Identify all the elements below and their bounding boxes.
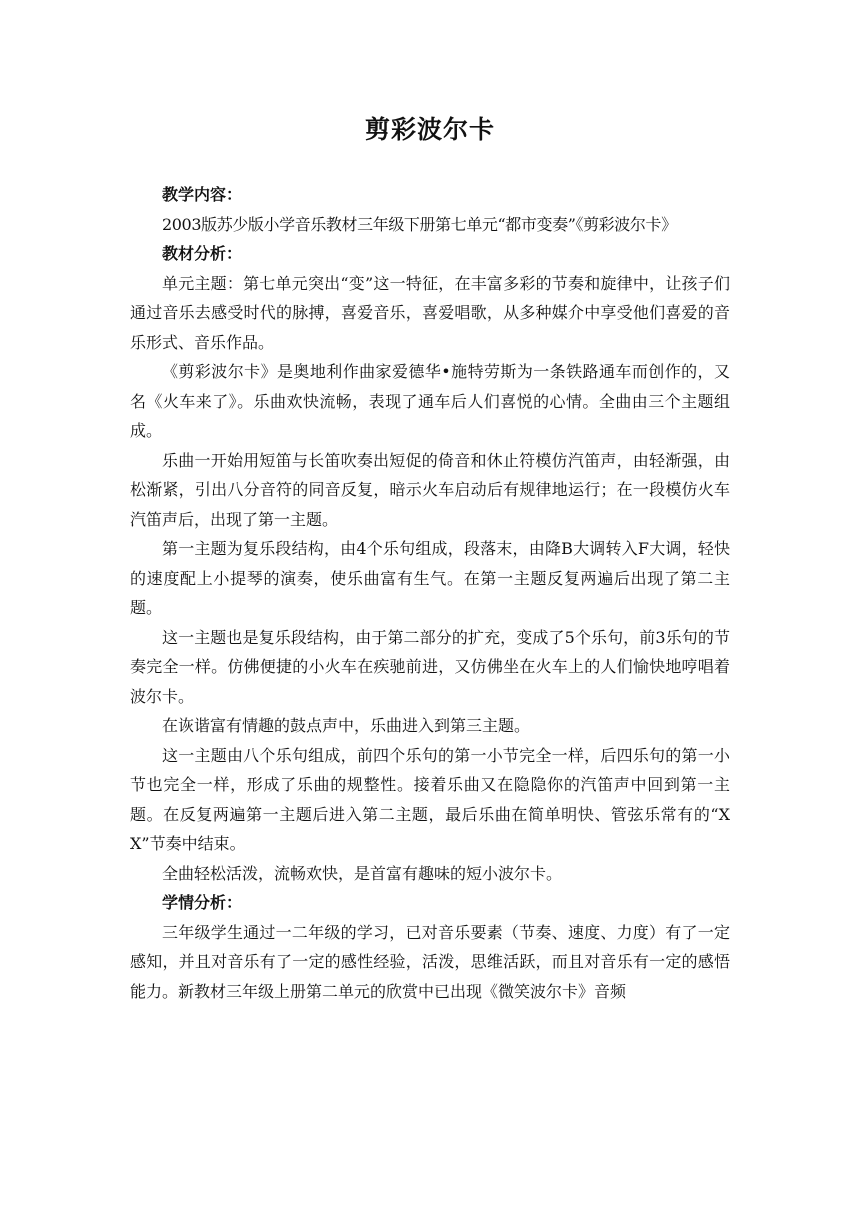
- section-heading-teaching-content: 教学内容：: [162, 185, 243, 204]
- paragraph-student-analysis: 三年级学生通过一二年级的学习，已对音乐要素（节奏、速度、力度）有了一定感知，并且对音乐有了一定的感性经验，活泼，思维活跃，而且对音乐有一定的感悟能力。新教材三年级上册第二单元的欣赏中已出现《微笑波尔卡》音频: [130, 922, 730, 1001]
- paragraph-third-theme: 这一主题由八个乐句组成，前四个乐句的第一小节完全一样，后四乐句的第一小节也完全一样，形成了乐曲的规整性。接着乐曲又在隐隐你的汽笛声中回到第一主题。在反复两遍第一主题后进入第二主题，最后乐曲在简单明快、管弦乐常有的“X X”节奏中结束。: [130, 745, 730, 853]
- paragraph-unit-theme: 单元主题：第七单元突出“变”这一特征，在丰富多彩的节奏和旋律中，让孩子们通过音乐去感受时代的脉搏，喜爱音乐，喜爱唱歌，从多种媒介中享受他们喜爱的音乐形式、音乐作品。: [130, 273, 730, 352]
- paragraph-first-theme: 第一主题为复乐段结构，由4个乐句组成，段落末，由降B大调转入F大调，轻快的速度配上小提琴的演奏，使乐曲富有生气。在第一主题反复两遍后出现了第二主题。: [130, 539, 730, 617]
- paragraph-piece-intro: 《剪彩波尔卡》是奥地利作曲家爱德华•施特劳斯为一条铁路通车而创作的，又名《火车来了》。乐曲欢快流畅，表现了通车后人们喜悦的心情。全曲由三个主题组成。: [130, 362, 730, 440]
- document-body: [130, 180, 730, 1006]
- paragraph-drum-transition: 在诙谐富有情趣的鼓点声中，乐曲进入到第三主题。: [162, 716, 531, 735]
- paragraph-teaching-content: 2003版苏少版小学音乐教材三年级下册第七单元“都市变奏”《剪彩波尔卡》: [162, 214, 677, 234]
- document-title: 剪彩波尔卡: [364, 115, 495, 144]
- paragraph-opening: 乐曲一开始用短笛与长笛吹奏出短促的倚音和休止符模仿汽笛声，由轻渐强，由松渐紧，引出八分音符的同音反复，暗示火车启动后有规律地运行；在一段模仿火车汽笛声后，出现了第一主题。: [130, 450, 730, 529]
- paragraph-second-theme: 这一主题也是复乐段结构，由于第二部分的扩充，变成了5个乐句，前3乐句的节奏完全一样。仿佛便捷的小火车在疾驰前进，又仿佛坐在火车上的人们愉快地哼唱着波尔卡。: [130, 627, 730, 706]
- paragraph-summary: 全曲轻松活泼，流畅欢快，是首富有趣味的短小波尔卡。: [162, 863, 563, 883]
- section-heading-student-analysis: 学情分析：: [162, 893, 243, 912]
- section-heading-material-analysis: 教材分析：: [162, 244, 243, 263]
